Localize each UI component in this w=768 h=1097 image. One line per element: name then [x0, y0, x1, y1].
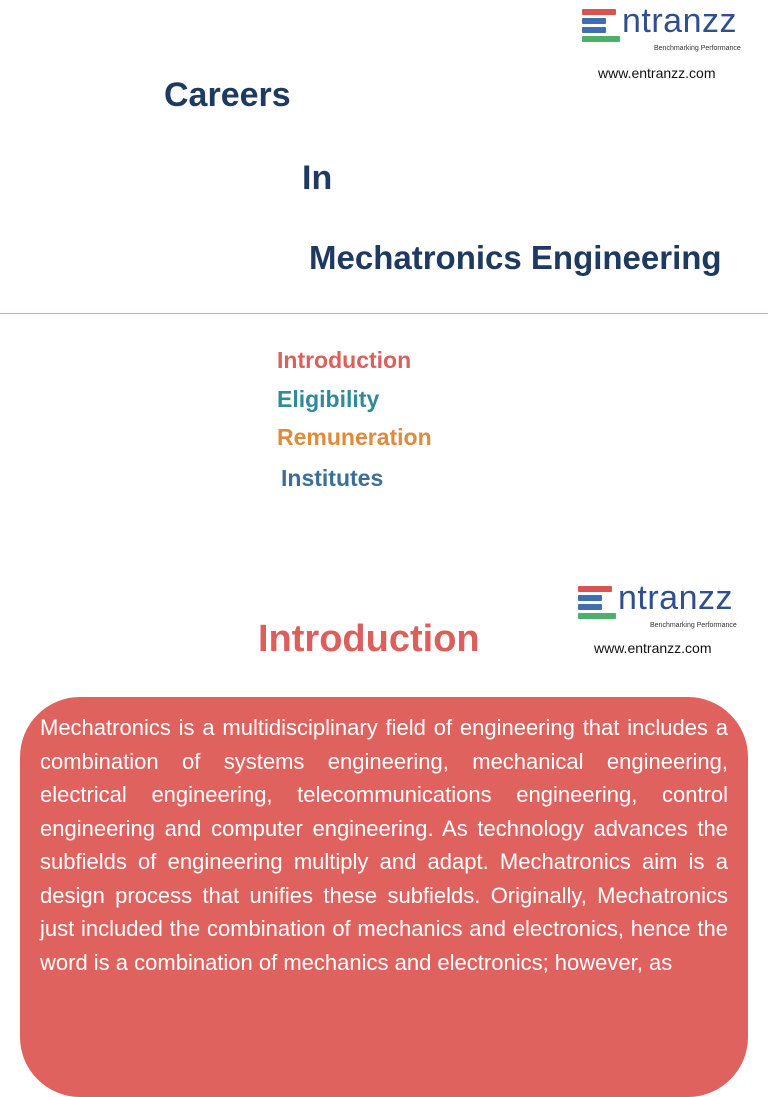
- toc-item-introduction[interactable]: Introduction: [277, 347, 412, 373]
- section-title-introduction: Introduction: [258, 618, 480, 660]
- introduction-body-text: Mechatronics is a multidisciplinary field of engineering that includes a combination of systems engineering, mechanical engineering, electrical engineering, telecommunications engineering, control engineering and computer engineering. As technology advances the subfields of engineering multiply and adapt. Mechatronics aim is a design process that unifies these subfields. Originally, Mechatronics just included the combination of mechanics and electronics, hence the word is a combination of mechanics and electronics; however, as: [40, 715, 728, 975]
- toc-item-eligibility[interactable]: Eligibility: [277, 386, 380, 412]
- website-url-2[interactable]: www.entranzz.com: [594, 640, 712, 656]
- title-careers: Careers: [164, 76, 291, 114]
- entranzz-logo-2: [578, 579, 753, 636]
- logo-tagline: Benchmarking Performance: [654, 45, 741, 52]
- logo-bars-icon: [582, 9, 620, 43]
- logo-wordmark: ntranzz: [622, 2, 737, 40]
- website-url[interactable]: www.entranzz.com: [598, 65, 716, 81]
- slide-divider: [0, 313, 768, 314]
- logo-wordmark: ntranzz: [618, 579, 733, 617]
- introduction-card: [20, 697, 748, 1097]
- toc-item-remuneration[interactable]: Remuneration: [277, 424, 432, 450]
- toc-item-institutes[interactable]: Institutes: [281, 465, 384, 491]
- title-in: In: [302, 159, 333, 197]
- logo-bars-icon: [578, 586, 616, 620]
- entranzz-logo: [582, 2, 757, 59]
- logo-tagline: Benchmarking Performance: [650, 622, 737, 629]
- title-mechatronics-engineering: Mechatronics Engineering: [309, 239, 722, 276]
